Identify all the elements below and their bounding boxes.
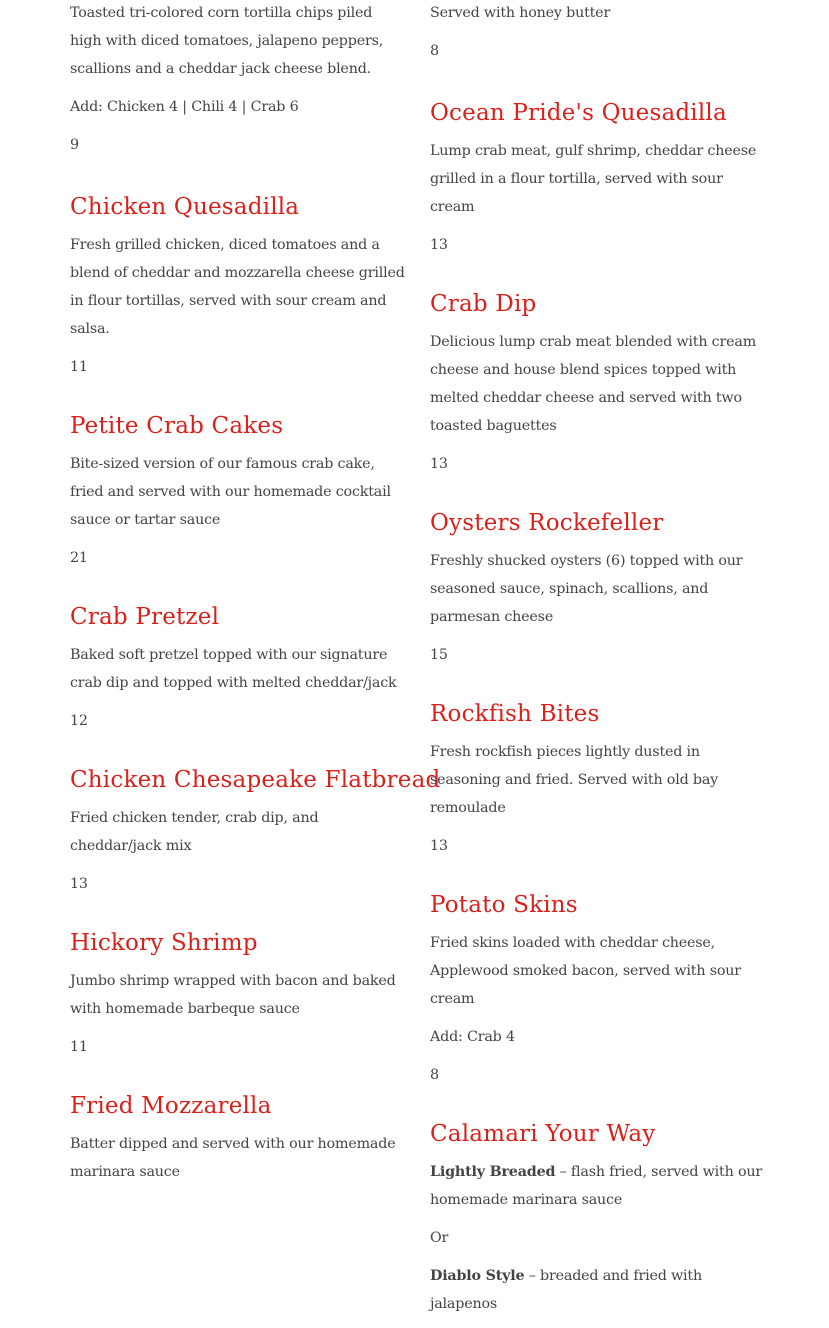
option-label: Diablo Style <box>430 1268 525 1284</box>
menu-item-cornbread <box>430 0 766 65</box>
item-title: Petite Crab Cakes <box>70 413 284 439</box>
item-description: Batter dipped and served with our homemade marinara sauce <box>70 1136 396 1180</box>
item-description: Freshly shucked oysters (6) topped with our seasoned sauce, spinach, scallions, and parmesan cheese <box>430 553 743 625</box>
menu-item-nachos <box>70 0 406 159</box>
item-title: Oysters Rockefeller <box>430 510 664 536</box>
item-price: 21 <box>70 550 88 566</box>
item-price: 8 <box>430 1067 439 1083</box>
item-description: Fresh grilled chicken, diced tomatoes and a blend of cheddar and mozzarella cheese grilled in flour tortillas, served with sour cream and salsa. <box>70 237 405 337</box>
menu-item-hickory-shrimp <box>70 928 406 1061</box>
menu-item-rockfish-bites <box>430 699 766 860</box>
item-description: Delicious lump crab meat blended with cream cheese and house blend spices topped with melted cheddar cheese and served with two toasted baguettes <box>430 334 757 434</box>
item-price: 13 <box>430 838 448 854</box>
option-text: – flash fried, served with our homemade marinara sauce <box>430 1164 763 1208</box>
calamari-option-breaded <box>430 1158 766 1214</box>
option-text: – breaded and fried with jalapenos <box>430 1268 702 1312</box>
item-description: Jumbo shrimp wrapped with bacon and baked with homemade barbeque sauce <box>70 973 396 1017</box>
menu-item-crab-pretzel <box>70 602 406 735</box>
item-description: Lump crab meat, gulf shrimp, cheddar cheese grilled in a flour tortilla, served with sour cream <box>430 143 757 215</box>
item-title: Fried Mozzarella <box>70 1093 272 1119</box>
item-description: Toasted tri-colored corn tortilla chips piled high with diced tomatoes, jalapeno peppers, scallions and a cheddar jack cheese blend. <box>70 5 384 77</box>
item-title: Calamari Your Way <box>430 1121 656 1147</box>
item-title: Crab Dip <box>430 291 537 317</box>
item-title: Chicken Quesadilla <box>70 194 300 220</box>
menu-item-calamari <box>430 1119 766 1318</box>
item-title: Hickory Shrimp <box>70 930 258 956</box>
menu-item-crab-dip <box>430 289 766 478</box>
calamari-option-diablo <box>430 1262 766 1318</box>
item-price: 11 <box>70 359 88 375</box>
item-description: Served with honey butter <box>430 5 611 21</box>
menu-column-right <box>430 0 766 1328</box>
item-title: Chicken Chesapeake Flatbread <box>70 767 441 793</box>
item-title: Potato Skins <box>430 892 578 918</box>
menu-item-chicken-quesadilla <box>70 192 406 381</box>
item-price: 13 <box>430 237 448 253</box>
item-price: 8 <box>430 43 439 59</box>
item-price: 13 <box>70 876 88 892</box>
item-price: 9 <box>70 137 79 153</box>
item-title: Crab Pretzel <box>70 604 220 630</box>
item-description: Fresh rockfish pieces lightly dusted in seasoning and fried. Served with old bay remoulade <box>430 744 719 816</box>
menu-item-potato-skins <box>430 890 766 1089</box>
item-description: Fried chicken tender, crab dip, and cheddar/jack mix <box>70 810 319 854</box>
item-description: Baked soft pretzel topped with our signature crab dip and topped with melted cheddar/jack <box>70 647 397 691</box>
item-add-ons: Add: Chicken 4 | Chili 4 | Crab 6 <box>70 99 299 115</box>
item-description: Bite-sized version of our famous crab cake, fried and served with our homemade cocktail sauce or tartar sauce <box>70 456 391 528</box>
item-description: Fried skins loaded with cheddar cheese, Applewood smoked bacon, served with sour cream <box>430 935 741 1007</box>
menu-item-petite-crab-cakes <box>70 411 406 572</box>
item-price: 15 <box>430 647 448 663</box>
item-add-ons: Add: Crab 4 <box>430 1029 515 1045</box>
option-label: Lightly Breaded <box>430 1164 556 1180</box>
item-title: Ocean Pride's Quesadilla <box>430 100 727 126</box>
menu-item-chicken-chesapeake-flatbread <box>70 765 441 898</box>
menu-item-oysters-rockefeller <box>430 508 766 669</box>
item-price: 13 <box>430 456 448 472</box>
menu-item-fried-mozzarella <box>70 1091 406 1186</box>
calamari-or: Or <box>430 1230 449 1246</box>
item-price: 11 <box>70 1039 88 1055</box>
item-price: 12 <box>70 713 88 729</box>
item-title: Rockfish Bites <box>430 701 600 727</box>
menu-item-ocean-prides-quesadilla <box>430 98 766 259</box>
